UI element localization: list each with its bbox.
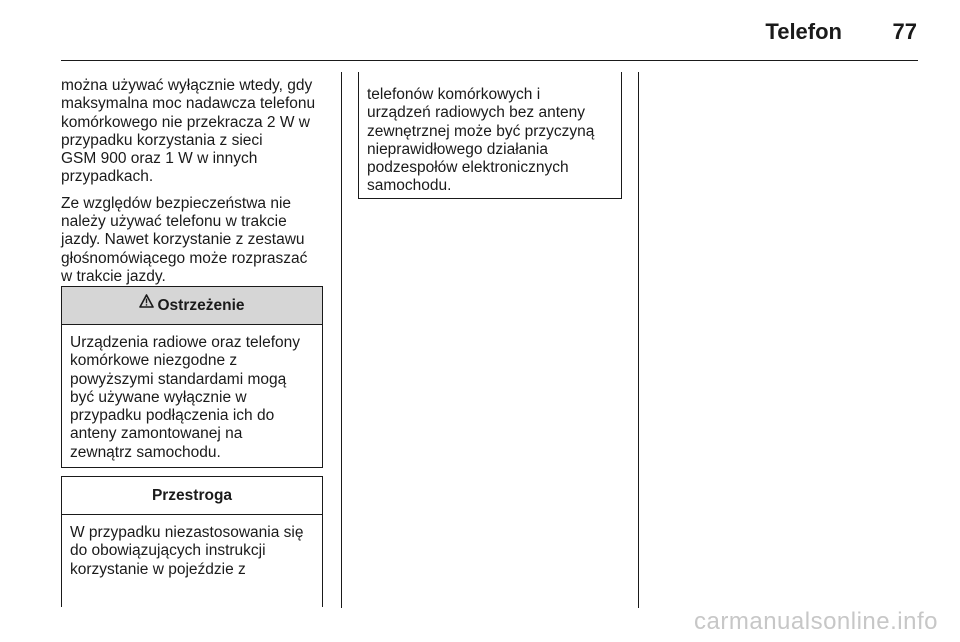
text-line: można używać wyłącznie wtedy, gdy: [61, 77, 313, 94]
paragraph-power-limits: [61, 77, 327, 187]
text-line: Urządzenia radiowe oraz telefony: [70, 334, 301, 351]
page-title: Telefon: [765, 19, 842, 44]
text-line: powyższymi standardami mogą: [70, 370, 287, 388]
warning-box-header: [62, 287, 322, 325]
caution-box-body: [62, 515, 322, 579]
column-1-text: [61, 77, 327, 294]
text-line: korzystanie w pojeździe z: [70, 560, 246, 578]
text-line: GSM 900 oraz 1 W w innych: [61, 150, 258, 168]
text-line: zewnętrznej może być przyczyną: [367, 122, 595, 140]
text-line: w trakcie jazdy.: [61, 267, 166, 285]
text-line: anteny zamontowanej na: [70, 425, 243, 443]
text-line: przypadkach.: [61, 168, 154, 186]
warning-box: [61, 286, 323, 468]
text-line: komórkowe niezgodne z: [70, 352, 238, 370]
text-line: W przypadku niezastosowania się: [70, 524, 304, 541]
column-divider-2: [638, 72, 639, 608]
paragraph-safety: [61, 195, 327, 286]
watermark: carmanualsonline.info: [694, 608, 938, 635]
caution-box: [61, 476, 323, 607]
caution-box-header: [62, 477, 322, 515]
text-line: przypadku korzystania z sieci: [61, 131, 263, 149]
text-line: należy używać telefonu w trakcie: [61, 213, 287, 231]
text-line: komórkowego nie przekracza 2 W w: [61, 113, 310, 131]
text-line: podzespołów elektronicznych: [367, 159, 569, 177]
text-line: urządzeń radiowych bez anteny: [367, 104, 585, 122]
text-line: być używane wyłącznie w: [70, 388, 247, 406]
text-line: zewnątrz samochodu.: [70, 443, 221, 461]
text-line: Ze względów bezpieczeństwa nie: [61, 194, 292, 212]
warning-triangle-icon: [139, 285, 154, 322]
text-line: głośnomówiącego może rozpraszać: [61, 249, 308, 267]
text-line: do obowiązujących instrukcji: [70, 542, 266, 560]
caution-box-title: Przestroga: [151, 487, 233, 504]
caution-box-continued-body: [359, 72, 621, 196]
text-line: przypadku podłączenia ich do: [70, 407, 275, 425]
text-line: maksymalna moc nadawcza telefonu: [61, 95, 316, 113]
page-number: 77: [892, 19, 917, 44]
text-line: jazdy. Nawet korzystanie z zestawu: [61, 231, 305, 249]
column-divider-1: [341, 72, 342, 608]
header-divider: [61, 60, 918, 61]
text-line: telefonów komórkowych i: [367, 86, 541, 103]
text-line: samochodu.: [367, 177, 452, 195]
text-line: nieprawidłowego działania: [367, 140, 548, 158]
warning-box-body: [62, 325, 322, 462]
warning-box-title: Ostrzeżenie: [157, 297, 245, 314]
caution-box-continued: [358, 72, 622, 199]
